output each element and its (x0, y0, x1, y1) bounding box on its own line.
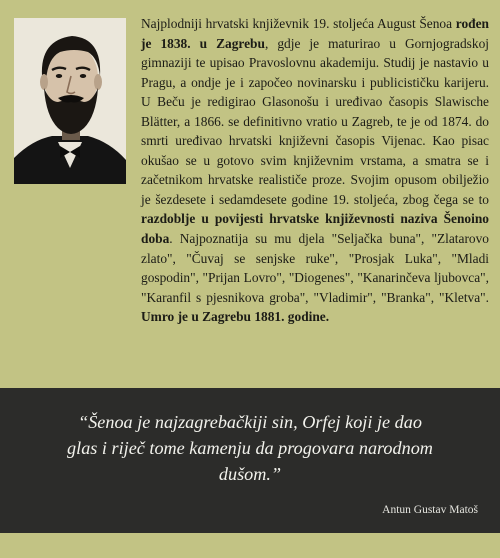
bio-career: , gdje je maturirao u Gornjogradskoj gimnaziji te upisao Pravoslovnu akademiju. Studij je nastavio u Pragu, a ondje je i započeo novinarsku i publicističku karijeru. U Beču je redigirao Glasonošu i uređivao časopis Slawische Blätter, a 1866. se definitivno vratio u Zagreb, te je od 1874. do smrti uređivao hrvatski književni časopis Vijenac. Kao pisac okušao se u gotovo svim književnim vrstama, a smatra se i začetnikom hrvatske realističe proze. Svojim opusom obilježio je šezdesete i sedamdesete godine 19. stoljeća, zbog čega se to (141, 35, 489, 207)
bio-era-highlight: razdoblje u povijesti hrvatske književnosti naziva Šenoino doba (141, 211, 489, 247)
biography-text (141, 14, 489, 327)
bio-intro: Najplodniji hrvatski književnik 19. stoljeća August Šenoa (141, 16, 456, 31)
bio-birth-highlight: rođen je 1838. u Zagrebu (141, 16, 489, 51)
author-portrait (14, 18, 126, 184)
bottom-strip (0, 533, 500, 558)
bio-death-highlight: Umro je u Zagrebu 1881. godine. (141, 309, 330, 325)
bio-works: . Najpoznatija su mu djela "Seljačka buna", "Zlatarovo zlato", "Čuvaj se senjske ruke", "Prosjak Luka", "Mladi gospodin", "Prijan Lovro", "Diogenes", "Kanarinčeva ljubovca", "Karanfil s pjesnikova groba", "Vladimir", "Branka", "Kletva". (141, 231, 489, 305)
quote-text: “Šenoa je najzagrebačkiji sin, Orfej koji je dao glas i riječ tome kamenju da progovara narodnom dušom.” (67, 412, 433, 484)
quote-author: Antun Gustav Matoš (382, 504, 478, 516)
portrait-illustration (14, 18, 126, 184)
